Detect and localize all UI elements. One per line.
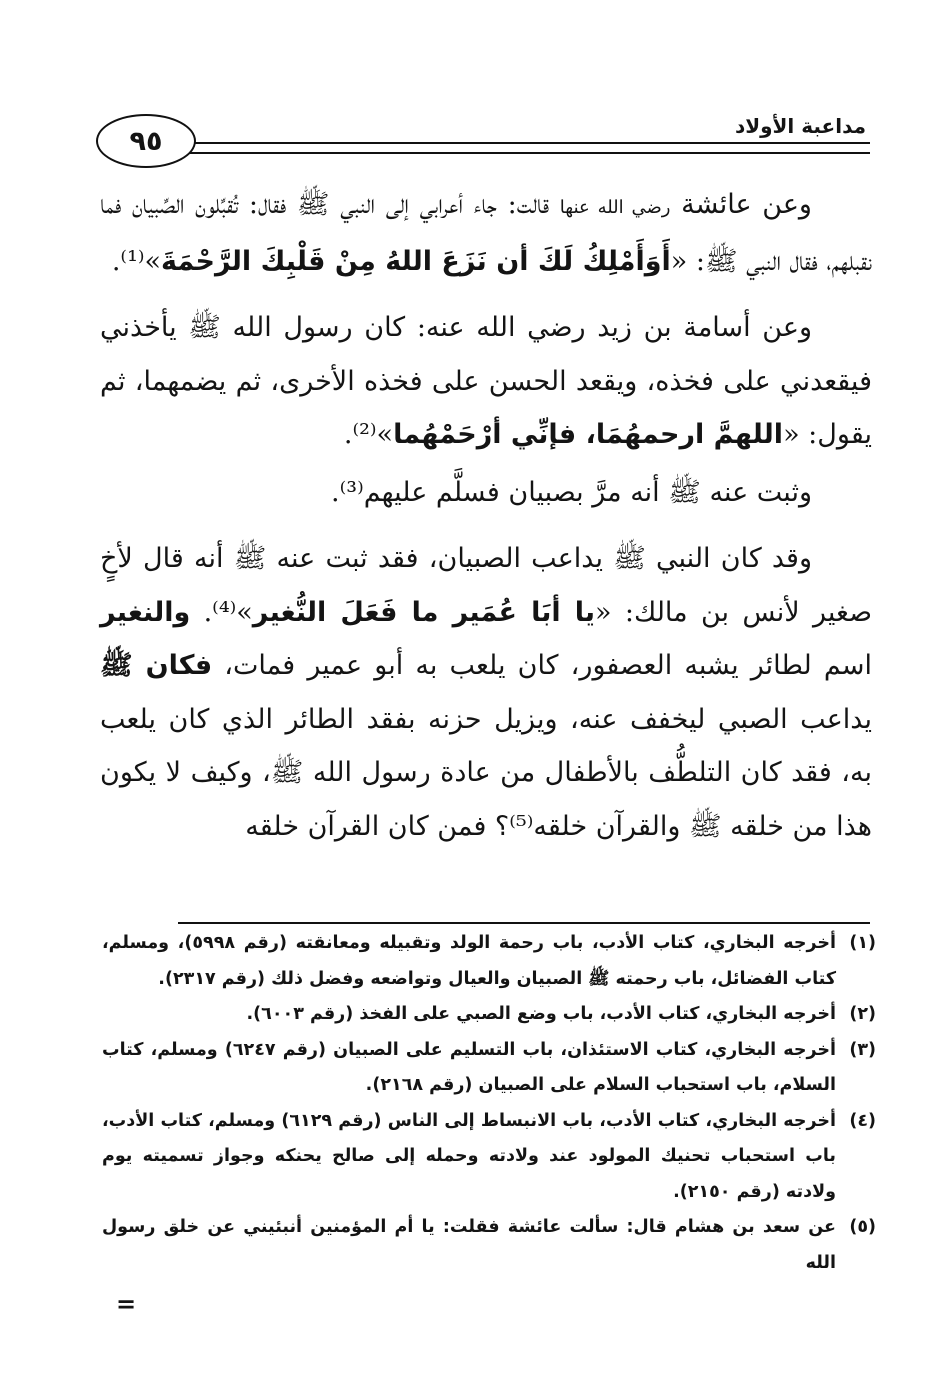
paragraph-greeting xyxy=(100,466,872,520)
footnote-number: (١) xyxy=(849,933,876,953)
paragraph-intro: وعن عائشة xyxy=(681,189,812,220)
paragraph-end: »⁽¹⁾. xyxy=(111,245,162,277)
paragraph-text: وعن أسامة بن زيد رضي الله عنه: كان رسول الله ﷺ يأخذني فيقعدني على فخذه، ويقعد الحسن على فخذه الأخرى، ثم يضمهما، ثم يقول: « xyxy=(100,312,872,450)
footnote-number: (٤) xyxy=(849,1110,876,1131)
hadith-quote: أَوَأَمْلِكُ لَكَ أن نَزَعَ اللهُ مِنْ قَلْبِكَ الرَّحْمَةَ xyxy=(161,245,671,277)
footnote-number: (٢) xyxy=(849,1004,876,1024)
header-double-rule xyxy=(188,142,870,154)
footnote-separator xyxy=(178,922,870,924)
bold-phrase: فكان ﷺ xyxy=(100,650,213,681)
paragraph-end: »⁽²⁾. xyxy=(343,419,394,450)
footnote-number: (٥) xyxy=(849,1217,876,1237)
continuation-mark: = xyxy=(116,1290,137,1318)
paragraph-text: قالت: جاء أعرابي إلى النبي ﷺ فقال: تُقبِّلون الصِّبيان فما نقبلهم، فقال النبي ﷺ: « xyxy=(100,189,872,277)
footnote xyxy=(102,1210,876,1281)
paragraph-text: وقد كان النبي ﷺ يداعب الصبيان، فقد ثبت عنه ﷺ أنه قال لأخٍ صغير لأنس بن مالك: « xyxy=(100,543,872,628)
paragraph-mid: »⁽⁴⁾. xyxy=(190,596,253,628)
paragraph-aisha xyxy=(100,178,872,288)
footnote-number: (٣) xyxy=(849,1039,876,1060)
footnote xyxy=(102,997,876,1033)
footnote-text: أخرجه البخاري، كتاب الأدب، باب رحمة الولد وتقبيله ومعانقته (رقم ٥٩٩٨)، ومسلم، كتاب الفضائل، باب رحمته ﷺ الصبيان والعيال وتواضعه وفضل ذلك (رقم ٢٣١٧). xyxy=(102,933,836,989)
footnote xyxy=(102,1104,876,1211)
footnote-text: أخرجه البخاري، كتاب الأدب، باب وضع الصبي على الفخذ (رقم ٦٠٠٣). xyxy=(246,1004,836,1024)
honorific: رضي الله عنها xyxy=(559,197,671,218)
hadith-quote: يا أبَا عُمَير ما فَعَلَ النُّغير xyxy=(252,596,596,628)
main-text xyxy=(100,178,872,853)
bold-phrase: والنغير xyxy=(100,596,191,628)
running-title: مداعبة الأولاد xyxy=(734,114,866,138)
paragraph-text-3: يداعب الصبي ليخفف عنه، ويزيل حزنه بفقد الطائر الذي كان يلعب به، فقد كان التلطُّف بالأطفال من عادة رسول الله ﷺ، وكيف لا يكون هذا من خلقه ﷺ والقرآن خلقه⁽⁵⁾؟ فمن كان القرآن خلقه xyxy=(100,703,872,842)
paragraph-text-2: اسم لطائر يشبه العصفور، كان يلعب به أبو عمير فمات، xyxy=(212,650,872,681)
footnote-text: أخرجه البخاري، كتاب الاستئذان، باب التسليم على الصبيان (رقم ٦٢٤٧) ومسلم، كتاب السلام، باب استحباب السلام على الصبيان (رقم ٢١٦٨). xyxy=(102,1039,836,1095)
paragraph-text: وثبت عنه ﷺ أنه مرَّ بصبيان فسلَّم عليهم⁽³⁾. xyxy=(331,476,812,508)
page-number: ٩٥ xyxy=(96,114,196,168)
paragraph-nughayr xyxy=(100,532,872,853)
footnote xyxy=(102,1033,876,1104)
footnote xyxy=(102,926,876,997)
footnote-text: عن سعد بن هشام قال: سألت عائشة فقلت: يا أم المؤمنين أنبئيني عن خلق رسول الله xyxy=(102,1217,836,1273)
footnotes xyxy=(102,926,876,1281)
footnote-text: أخرجه البخاري، كتاب الأدب، باب الانبساط إلى الناس (رقم ٦١٢٩) ومسلم، كتاب الأدب، باب استحباب تحنيك المولود عند ولادته وحمله إلى صالح يحنكه وجواز تسميته يوم ولادته (رقم ٢١٥٠). xyxy=(102,1110,836,1202)
hadith-quote: اللهمَّ ارحمهُمَا، فإنِّي أرْحَمْهُما xyxy=(393,419,784,450)
paragraph-usama xyxy=(100,301,872,462)
page-header xyxy=(96,108,870,172)
